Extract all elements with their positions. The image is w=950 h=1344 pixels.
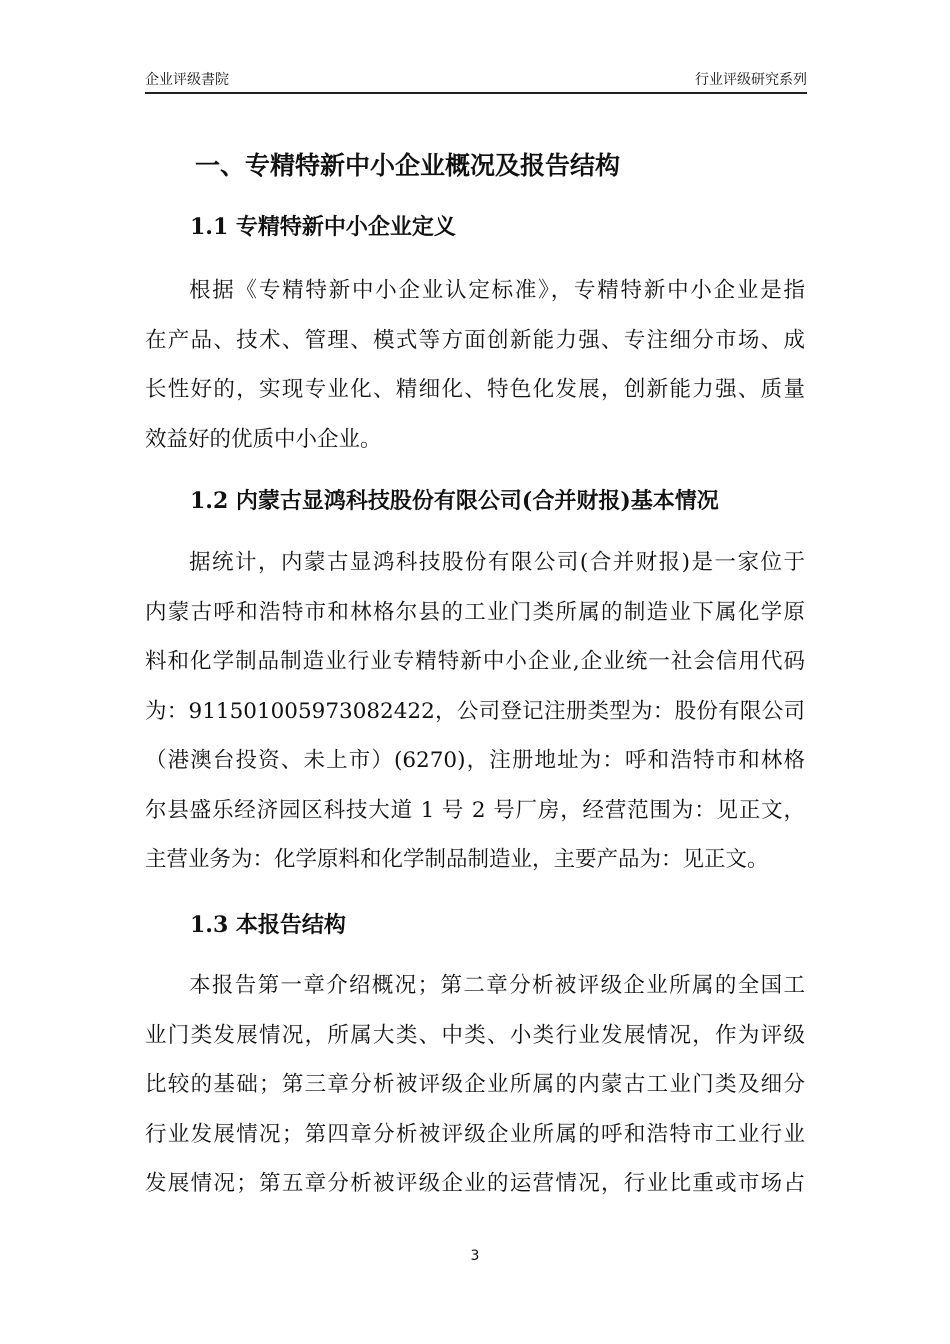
paragraph-line: 主营业务为：化学原料和化学制品制造业，主要产品为：见正文。 [145,847,769,872]
paragraph-line: 为：911501005973082422，公司登记注册类型为：股份有限公司 [145,698,805,724]
subsection-title-1-3: 1.3 本报告结构 [190,912,346,938]
paragraph-1-3 [145,961,805,1209]
paragraph-line: 据统计，内蒙古显鸿科技股份有限公司(合并财报)是一家位于 [189,550,805,575]
paragraph-line: 比较的基础；第三章分析被评级企业所属的内蒙古工业门类及细分 [145,1072,805,1097]
paragraph-line: 根据《专精特新中小企业认定标准》，专精特新中小企业是指 [189,278,805,303]
page-number: 3 [470,1248,480,1264]
paragraph-line: 料和化学制品制造业行业专精特新中小企业,企业统一社会信用代码 [145,649,805,674]
paragraph-1-1 [145,266,805,464]
paragraph-line: 本报告第一章介绍概况；第二章分析被评级企业所属的全国工 [189,973,805,998]
paragraph-line: 行业发展情况；第四章分析被评级企业所属的呼和浩特市工业行业 [145,1121,805,1147]
subsection-title-1-2: 1.2 内蒙古显鸿科技股份有限公司(合并财报)基本情况 [190,488,719,514]
paragraph-line: 内蒙古呼和浩特市和林格尔县的工业门类所属的制造业下属化学原 [145,599,805,625]
paragraph-line: 业门类发展情况，所属大类、中类、小类行业发展情况，作为评级 [145,1022,805,1048]
section-title: 一、专精特新中小企业概况及报告结构 [195,151,621,180]
paragraph-line: 效益好的优质中小企业。 [145,426,382,452]
subsection-title-1-1: 1.1 专精特新中小企业定义 [190,214,456,240]
paragraph-line: 在产品、技术、管理、模式等方面创新能力强、专注细分市场、成 [145,327,805,353]
header-right: 行业评级研究系列 [695,72,807,88]
paragraph-line: （港澳台投资、未上市）(6270)，注册地址为：呼和浩特市和林格 [145,748,805,773]
header-left: 企业评级書院 [145,72,229,88]
page-header [145,66,807,94]
paragraph-1-2 [145,538,805,885]
paragraph-line: 尔县盛乐经济园区科技大道 1 号 2 号厂房，经营范围为：见正文， [145,797,805,823]
paragraph-line: 长性好的，实现专业化、精细化、特色化发展，创新能力强、质量 [145,377,805,402]
paragraph-line: 发展情况；第五章分析被评级企业的运营情况，行业比重或市场占 [145,1171,805,1196]
